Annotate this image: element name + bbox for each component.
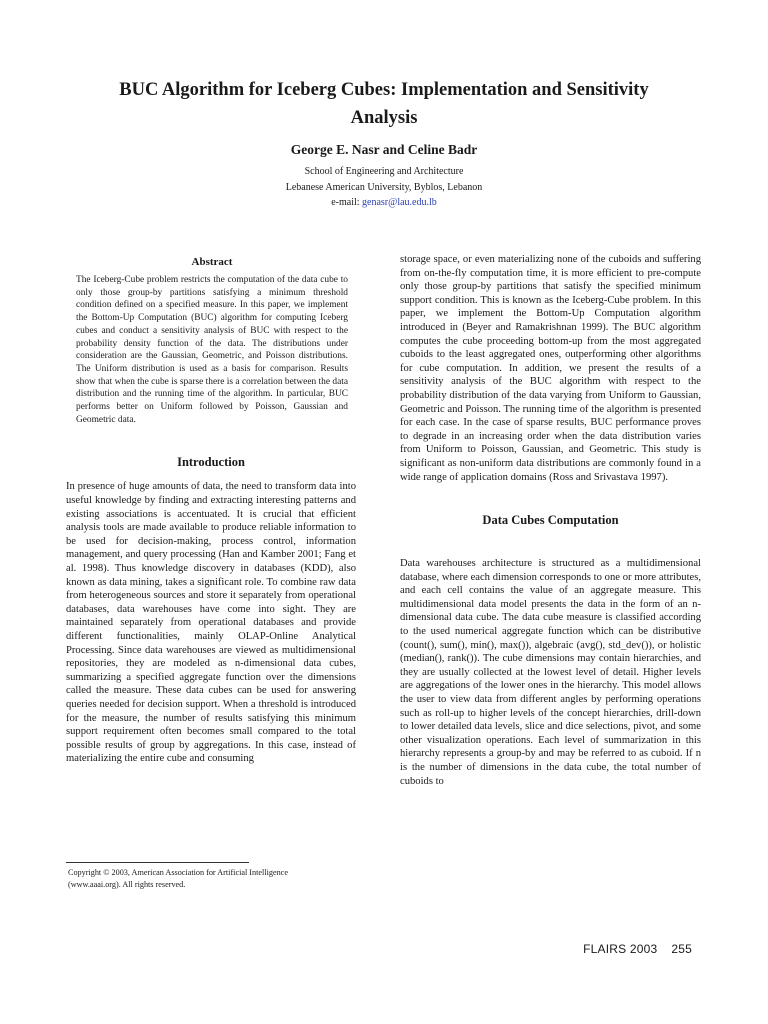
affiliation-school: School of Engineering and Architecture [304, 166, 464, 177]
right-column [400, 253, 701, 788]
copyright-line-1: Copyright © 2003, American Association for Artificial Intelligence [68, 868, 288, 877]
introduction-continued-text: storage space, or even materializing none of the cuboids and suffering from on-the-fly computation time, it is more efficient to pre-compute only those group-by partitions that satisfy the specified minimum support condition. This is known as the Iceberg-Cube problem. In this paper, we implement the Bottom-Up Computation algorithm introduced in (Beyer and Ramakrishnan 1999). The BUC algorithm computes the cube proceeding bottom-up from the most aggregated cuboids to the least aggregated ones, outperforming other algorithms for cube computation. In addition, we present the results of a sensitivity analysis of the BUC algorithm with respect to the probability distribution of the data varying from Uniform to Gaussian, Geometric and Poisson. The running time of the algorithm is presented for each case. In the case of sparse results, BUC performance proves to degrade in an increasing order when the data distribution varies from Uniform to Poisson, Gaussian, and Geometric. This study is significant as non-uniform data distributions are commonly found in a wide range of application domains (Ross and Srivastava 1997). [400, 254, 701, 483]
abstract-section [76, 256, 348, 426]
abstract-heading: Abstract [191, 256, 233, 268]
affiliation-email [60, 195, 708, 211]
data-cubes-heading: Data Cubes Computation [482, 513, 619, 528]
authors: George E. Nasr and Celine Badr [290, 142, 478, 157]
abstract-text: The Iceberg-Cube problem restricts the computation of the data cube to only those group-by partitions satisfying a minimum threshold condition defined on a specified measure. In this paper, we implement the Bottom-Up Computation (BUC) algorithm for computing Iceberg cubes and conduct a sensitivity analysis of BUC with respect to the probability density function of the data. The distributions under consideration are the Gaussian, Geometric, and Poisson distributions. The Uniform distribution is used as a basis for comparison. Results show that when the cube is sparse there is a correlation between the data distribution and the running time of the algorithm. In particular, BUC performs better on Uniform followed by Poisson, Gaussian and Geometric data. [76, 275, 348, 425]
left-column [66, 256, 356, 766]
venue-label: FLAIRS 2003 [583, 942, 658, 956]
introduction-text: In presence of huge amounts of data, the need to transform data into useful knowledge by finding and extracting interesting patterns and existing associations is accentuated. It is crucial that efficient analysis tools are made available to produce reliable information to be used for decision-making, process control, information management, and query processing (Han and Kamber 2001; Fang et al. 1998). Thus knowledge discovery in databases (KDD), also known as data mining, takes a significant role. To combine raw data from heterogeneous sources and store it separately from operational databases, data warehouses have come into sight. They are maintained separately from operational databases and provide different functionalities, mainly OLAP-Online Analytical Processing. Since data warehouses are viewed as multidimensional repositories, they are modeled as n-dimensional data cubes, summarizing a specified aggregate function over the dimensions called the measure. These data cubes can be used for answering queries needed for decision support. When a threshold is introduced for the measure, the number of results satisfying this minimum support requirement often becomes small compared to the total possible results of group by aggregations. In this case, instead of materializing the entire cube and consuming [66, 481, 356, 765]
paper-title-line-1: BUC Algorithm for Iceberg Cubes: Implementation and Sensitivity [119, 80, 649, 100]
copyright-footnote [68, 867, 368, 890]
page-footer [583, 942, 692, 956]
introduction-heading: Introduction [177, 455, 245, 470]
email-link[interactable]: genasr@lau.edu.lb [362, 197, 437, 208]
paper-title [60, 76, 708, 132]
paper-title-line-2: Analysis [350, 108, 418, 128]
email-label: e-mail: [331, 197, 363, 208]
footnote-divider [66, 862, 249, 863]
copyright-line-2: (www.aaai.org). All rights reserved. [68, 879, 186, 889]
affiliation [60, 164, 708, 211]
data-cubes-text: Data warehouses architecture is structured as a multidimensional database, where each dimension corresponds to one or more attributes, and each cell contains the value of an aggregate measure. This multidimensional data model presents the data in the form of an n-dimensional data cube. The data cube measure is classified according to the used numerical aggregate function which can be distributive (count(), sum(), min(), max()), algebraic (avg(), std_dev()), or holistic (median(), rank()). The cube dimensions may contain hierarchies, and they are usually collected at the lowest level of detail. Higher levels are aggregations of the lower ones in the hierarchy. This model allows the user to view data from different angles by performing operations such as roll-up to higher levels of the concept hierarchies, drill-down to lower detailed data levels, slice and dice selections, pivot, and some other visualization operations. Each level of summarization in this hierarchy represents a group-by and may be referred to as cuboid. If n is the number of dimensions in the data cube, the total number of cuboids to [400, 558, 701, 787]
affiliation-university: Lebanese American University, Byblos, Lebanon [285, 181, 483, 193]
page-number: 255 [671, 942, 692, 956]
